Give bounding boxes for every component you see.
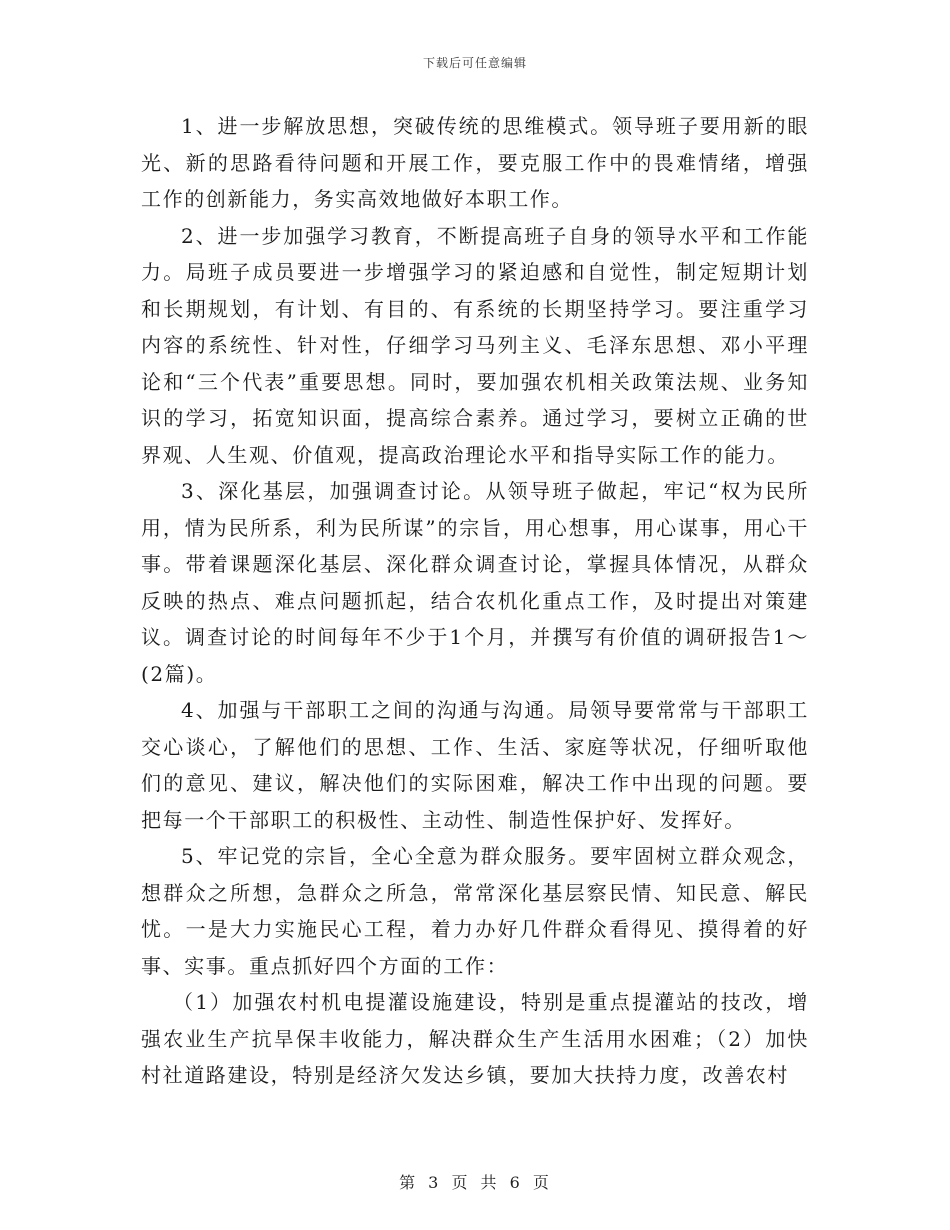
paragraph-6: （1）加强农村机电提灌设施建设，特别是重点提灌站的技改，增强农业生产抗旱保丰收能力，解决群众生产生活用水困难；（2）加快村社道路建设，特别是经济欠发达乡镇，要加大扶持力度，改善农村: [141, 990, 809, 1087]
paragraph-5: 5、牢记党的宗旨，全心全意为群众服务。要牢固树立群众观念，想群众之所想，急群众之所急，常常深化基层察民情、知民意、解民忧。一是大力实施民心工程，着力办好几件群众看得见、摸得着的好事、实事。重点抓好四个方面的工作：: [141, 844, 809, 978]
paragraph-4: 4、加强与干部职工之间的沟通与沟通。局领导要常常与干部职工交心谈心，了解他们的思想、工作、生活、家庭等状况，仔细听取他们的意见、建议，解决他们的实际困难，解决工作中出现的问题。要把每一个干部职工的积极性、主动性、制造性保护好、发挥好。: [141, 698, 809, 832]
paragraph-1: 1、进一步解放思想，突破传统的思维模式。领导班子要用新的眼光、新的思路看待问题和开展工作，要克服工作中的畏难情绪，增强工作的创新能力，务实高效地做好本职工作。: [141, 114, 809, 211]
document-body: [141, 108, 809, 1094]
page-header: 下载后可任意编辑: [422, 56, 527, 70]
page-number: 第 3 页 共 6 页: [399, 1173, 551, 1192]
paragraph-3: 3、深化基层，加强调查讨论。从领导班子做起，牢记“权为民所用，情为民所系，利为民所谋”的宗旨，用心想事，用心谋事，用心干事。带着课题深化基层、深化群众调查讨论，掌握具体情况，从群众反映的热点、难点问题抓起，结合农机化重点工作，及时提出对策建议。调查讨论的时间每年不少于1个月，并撰写有价值的调研报告1～(2篇)。: [141, 479, 809, 686]
paragraph-2: 2、进一步加强学习教育，不断提高班子自身的领导水平和工作能力。局班子成员要进一步增强学习的紧迫感和自觉性，制定短期计划和长期规划，有计划、有目的、有系统的长期坚持学习。要注重学习内容的系统性、针对性，仔细学习马列主义、毛泽东思想、邓小平理论和“三个代表”重要思想。同时，要加强农机相关政策法规、业务知识的学习，拓宽知识面，提高综合素养。通过学习，要树立正确的世界观、人生观、价值观，提高政治理论水平和指导实际工作的能力。: [141, 223, 809, 467]
